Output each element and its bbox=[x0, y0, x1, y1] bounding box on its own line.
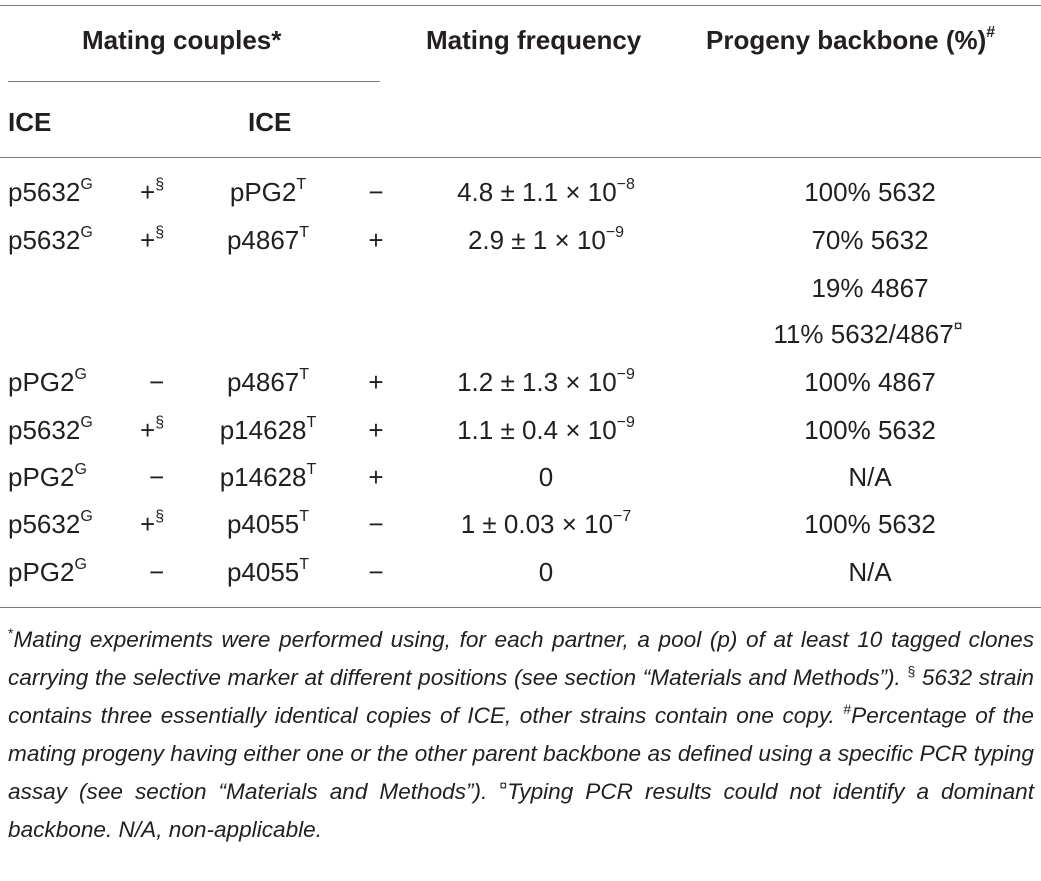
strain-right-name: p14628 bbox=[219, 462, 307, 492]
header-progeny-backbone-label: Progeny backbone (%) bbox=[706, 25, 987, 55]
currency-mark: ¤ bbox=[953, 318, 963, 335]
progeny-backbone: 100% 4867 bbox=[804, 367, 936, 397]
header-progeny-backbone bbox=[706, 25, 995, 55]
header-ice-right: ICE bbox=[248, 107, 292, 137]
strain-left-name: p5632 bbox=[8, 509, 81, 539]
mating-frequency bbox=[457, 367, 635, 397]
header-mating-couples: Mating couples* bbox=[82, 25, 282, 55]
strain-right bbox=[227, 557, 309, 587]
progeny-backbone: 70% 5632 bbox=[811, 225, 929, 255]
progeny-backbone: 19% 4867 bbox=[811, 273, 929, 303]
strain-left bbox=[8, 225, 93, 255]
frequency-value: 2.9 ± 1 × 10 bbox=[467, 225, 606, 255]
strain-left-name: pPG2 bbox=[8, 557, 75, 587]
strain-right bbox=[227, 367, 309, 397]
ice-left-sign: + bbox=[140, 177, 156, 207]
ice-left-status bbox=[149, 462, 164, 492]
frequency-exponent: −8 bbox=[616, 176, 635, 193]
currency-mark: ¤ bbox=[499, 777, 508, 793]
ice-left-status bbox=[140, 225, 164, 255]
strain-right-name: p14628 bbox=[219, 415, 307, 445]
ice-left-sign: + bbox=[140, 415, 156, 445]
strain-right bbox=[227, 225, 309, 255]
hash-mark: # bbox=[986, 24, 996, 41]
strain-left-name: p5632 bbox=[8, 225, 81, 255]
progeny-backbone: 100% 5632 bbox=[804, 415, 936, 445]
strain-right-tag: T bbox=[299, 224, 310, 241]
ice-right-status: − bbox=[368, 509, 384, 539]
progeny-backbone: N/A bbox=[848, 557, 892, 587]
strain-left bbox=[8, 415, 93, 445]
mating-couples-underline bbox=[8, 81, 380, 82]
ice-left-status bbox=[149, 367, 164, 397]
strain-left-tag: G bbox=[80, 508, 93, 525]
strain-left-tag: G bbox=[80, 414, 93, 431]
strain-right bbox=[230, 177, 306, 207]
strain-left-name: p5632 bbox=[8, 415, 81, 445]
mating-frequency bbox=[461, 509, 632, 539]
ice-left-status bbox=[140, 177, 164, 207]
progeny-backbone-value: 11% 5632/4867 bbox=[773, 319, 954, 349]
frequency-value: 0 bbox=[538, 462, 554, 492]
footnote-text-2: 5632 strain contains three essentially identical copies of ICE, other strains contain one copy. bbox=[8, 665, 1034, 728]
strain-right-tag: T bbox=[299, 366, 310, 383]
strain-right-name: p4867 bbox=[226, 225, 300, 255]
mating-frequency bbox=[539, 462, 553, 492]
strain-right-name: pPG2 bbox=[229, 177, 297, 207]
ice-right-status: + bbox=[368, 415, 384, 445]
strain-left-tag: G bbox=[80, 224, 93, 241]
frequency-value: 1.2 ± 1.3 × 10 bbox=[457, 367, 617, 397]
table-bottom-rule bbox=[0, 607, 1041, 608]
strain-left bbox=[8, 462, 87, 492]
strain-right-tag: T bbox=[299, 508, 310, 525]
strain-left-tag: G bbox=[80, 176, 93, 193]
ice-right-status: + bbox=[368, 367, 384, 397]
section-mark: § bbox=[155, 508, 165, 525]
frequency-value: 0 bbox=[538, 557, 554, 587]
strain-left bbox=[8, 557, 87, 587]
strain-right-name: p4867 bbox=[226, 367, 300, 397]
mating-frequency bbox=[457, 415, 635, 445]
strain-left bbox=[8, 509, 93, 539]
ice-left-sign: − bbox=[149, 367, 165, 397]
mating-frequency bbox=[457, 177, 635, 207]
header-mating-frequency: Mating frequency bbox=[426, 25, 642, 55]
table-top-rule bbox=[0, 5, 1041, 6]
header-ice-left: ICE bbox=[8, 107, 52, 137]
progeny-backbone: N/A bbox=[848, 462, 892, 492]
ice-left-sign: − bbox=[149, 462, 165, 492]
ice-left-sign: + bbox=[140, 225, 156, 255]
mating-frequency bbox=[539, 557, 553, 587]
ice-right-status: − bbox=[368, 557, 384, 587]
footnote-text-1: Mating experiments were performed using, for each partner, a pool (p) of at least 10 tagged clones carrying the selective marker at different positions (see section “Materials and Methods”). bbox=[8, 627, 1034, 690]
footnote-text-3: Percentage of the mating progeny having either one or the other parent backbone as defined using a specific PCR typing assay (see section “Materials and Methods”). bbox=[8, 703, 1034, 804]
progeny-backbone: 100% 5632 bbox=[804, 509, 936, 539]
section-mark: § bbox=[155, 176, 165, 193]
section-mark: § bbox=[907, 663, 916, 679]
table-footnote bbox=[8, 621, 1034, 849]
ice-left-sign: − bbox=[149, 557, 165, 587]
progeny-backbone: 100% 5632 bbox=[804, 177, 936, 207]
frequency-value: 1.1 ± 0.4 × 10 bbox=[457, 415, 617, 445]
header-bottom-rule bbox=[0, 157, 1041, 158]
strain-left-name: pPG2 bbox=[8, 367, 75, 397]
ice-left-status bbox=[140, 415, 164, 445]
frequency-exponent: −9 bbox=[616, 414, 635, 431]
frequency-exponent: −9 bbox=[605, 224, 625, 241]
ice-right-status: + bbox=[368, 462, 384, 492]
strain-right-name: p4055 bbox=[226, 509, 300, 539]
strain-left-tag: G bbox=[74, 366, 87, 383]
strain-left-tag: G bbox=[74, 461, 87, 478]
strain-right-tag: T bbox=[299, 556, 310, 573]
strain-left bbox=[8, 177, 93, 207]
strain-right-tag: T bbox=[296, 176, 307, 193]
frequency-exponent: −9 bbox=[616, 366, 635, 383]
strain-right-name: p4055 bbox=[226, 557, 300, 587]
footnote-text-4: Typing PCR results could not identify a dominant backbone. N/A, non-applicable. bbox=[8, 779, 1034, 842]
frequency-value: 4.8 ± 1.1 × 10 bbox=[457, 177, 617, 207]
frequency-exponent: −7 bbox=[613, 508, 632, 525]
strain-right bbox=[220, 462, 317, 492]
strain-left-name: pPG2 bbox=[8, 462, 75, 492]
ice-right-status: − bbox=[368, 177, 384, 207]
mating-frequency bbox=[468, 225, 624, 255]
strain-left-tag: G bbox=[74, 556, 87, 573]
strain-right-tag: T bbox=[306, 461, 317, 478]
ice-right-status: + bbox=[368, 225, 384, 255]
strain-left bbox=[8, 367, 87, 397]
strain-right-tag: T bbox=[306, 414, 317, 431]
section-mark: § bbox=[155, 224, 165, 241]
strain-right bbox=[227, 509, 309, 539]
hash-mark: # bbox=[843, 701, 852, 717]
strain-right bbox=[220, 415, 317, 445]
ice-left-status bbox=[140, 509, 164, 539]
ice-left-status bbox=[149, 557, 164, 587]
strain-left-name: p5632 bbox=[8, 177, 81, 207]
progeny-backbone bbox=[773, 319, 962, 349]
star-mark: * bbox=[8, 625, 14, 641]
frequency-value: 1 ± 0.03 × 10 bbox=[460, 509, 614, 539]
section-mark: § bbox=[155, 414, 165, 431]
ice-left-sign: + bbox=[140, 509, 156, 539]
